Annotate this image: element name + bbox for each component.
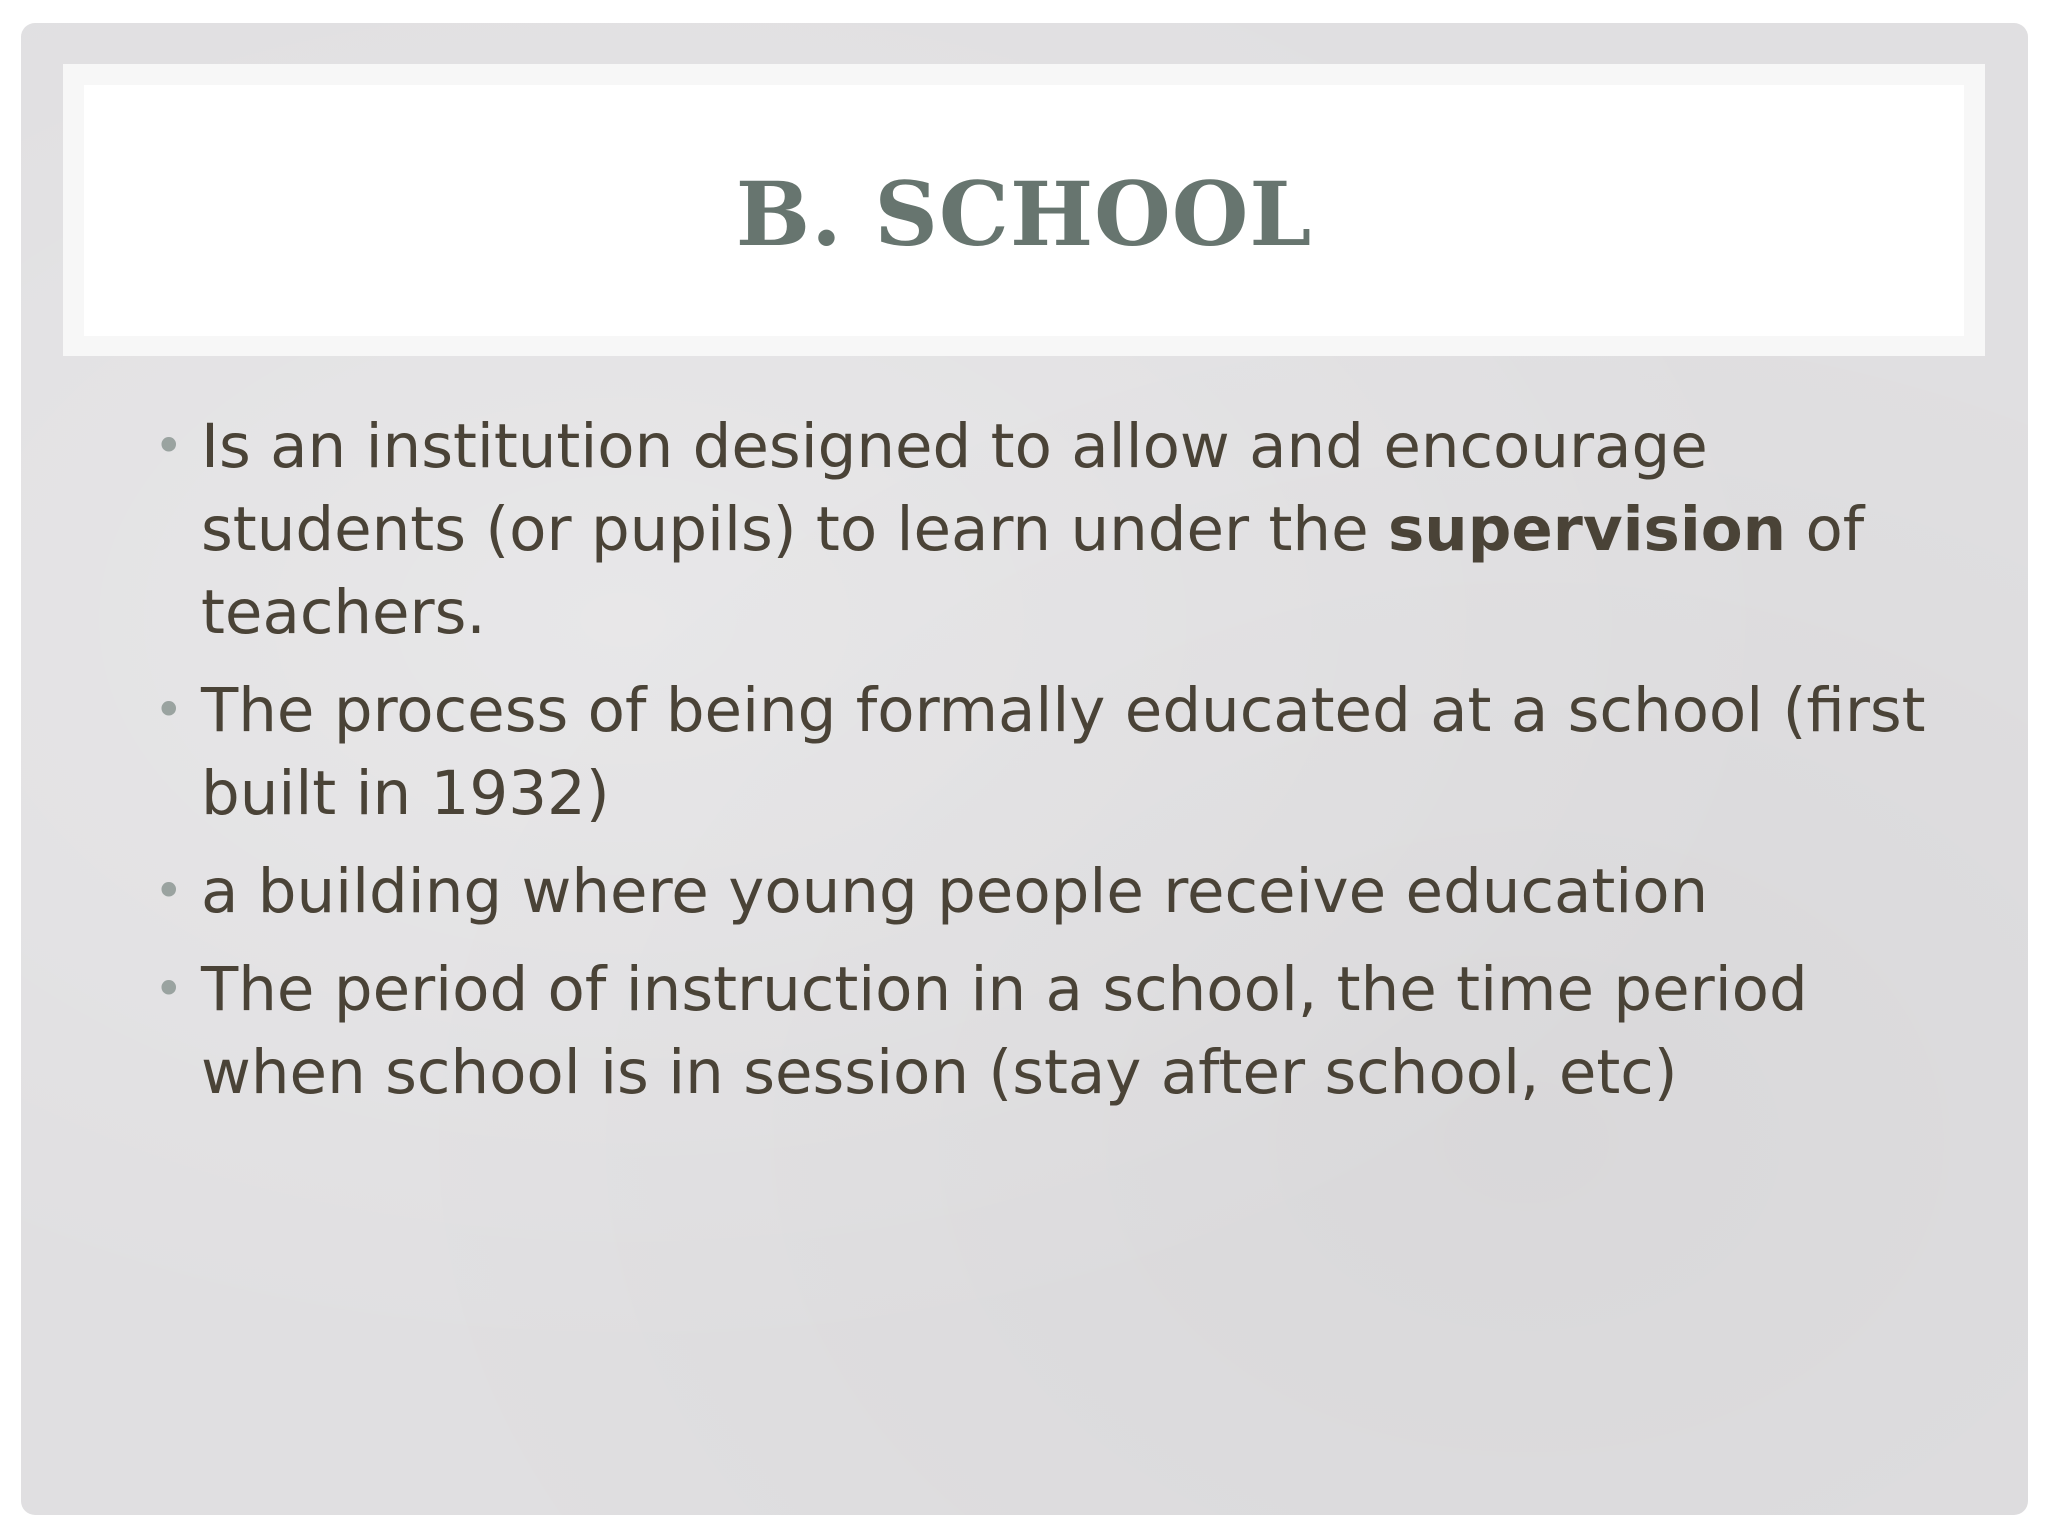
bullet-text: The process of being formally educated at a school (first built in 1932) [201, 675, 1926, 829]
bullet-item [146, 669, 1966, 835]
bullet-text-end: of teachers. [201, 494, 1865, 648]
title-frame [63, 64, 1985, 356]
bullet-icon: • [154, 417, 184, 475]
slide-title: B. SCHOOL [735, 161, 1313, 266]
bullet-icon: • [154, 960, 184, 1018]
bullet-item [146, 405, 1966, 654]
bullet-text: The period of instruction in a school, the time period when school is in session (stay after school, etc) [201, 954, 1808, 1108]
bullet-bold-text: supervision [1388, 494, 1787, 565]
bullet-icon: • [154, 862, 184, 920]
bullet-icon: • [154, 681, 184, 739]
bullet-text: a building where young people receive education [201, 856, 1709, 927]
bullet-list [146, 405, 1966, 1129]
bullet-text: Is an institution designed to allow and encourage students (or pupils) to learn under the [201, 411, 1708, 565]
bullet-item [146, 850, 1966, 933]
slide [21, 23, 2028, 1515]
bullet-item [146, 948, 1966, 1114]
title-box [84, 85, 1964, 336]
